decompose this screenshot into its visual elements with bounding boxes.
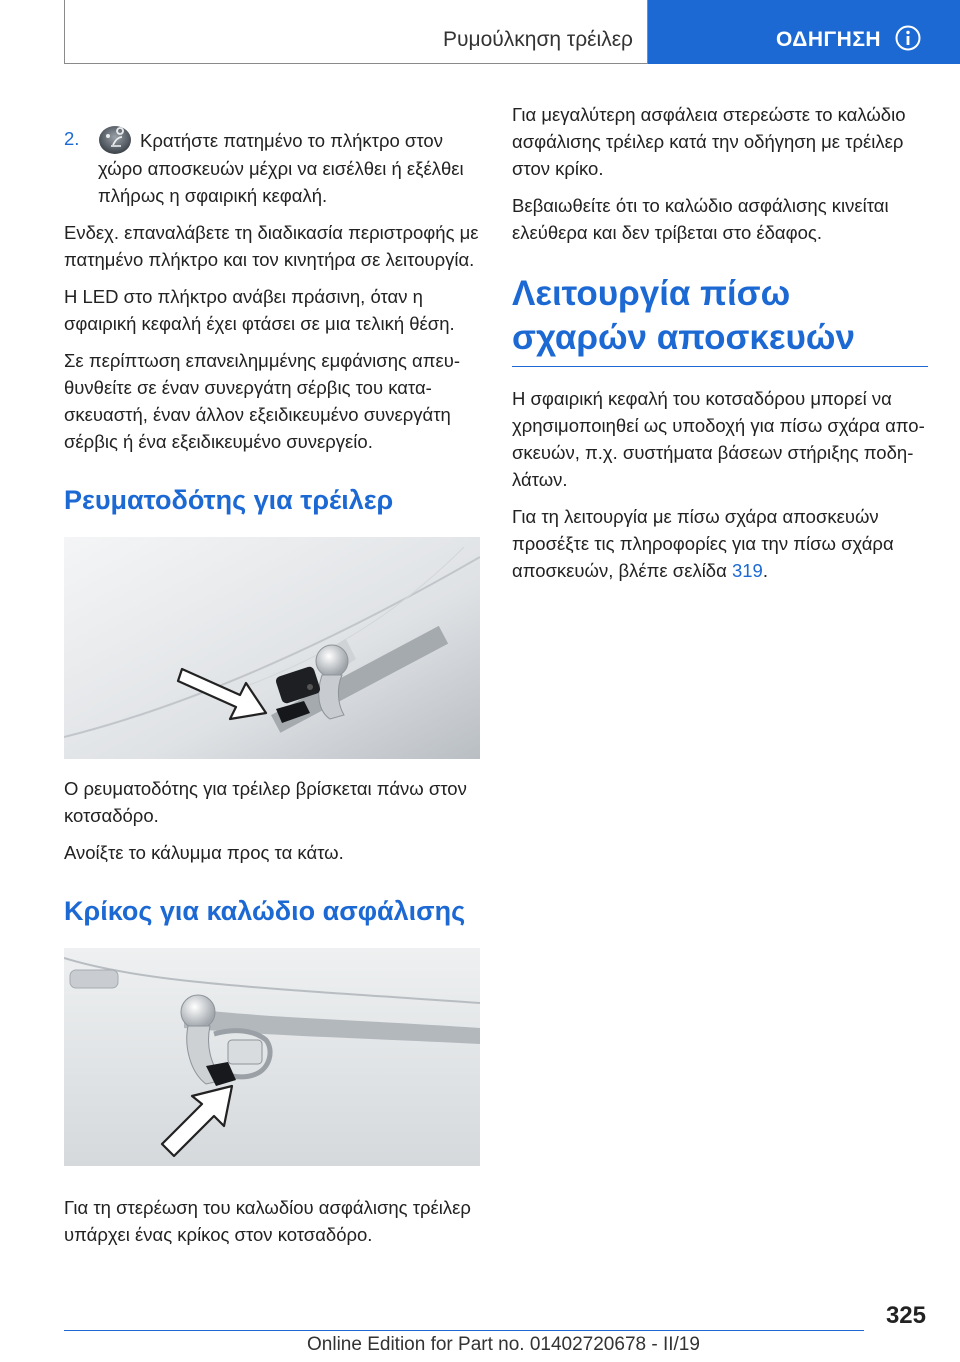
paragraph: Ανοίξτε το κάλυμμα προς τα κάτω. [64, 842, 344, 863]
page-number: 325 [885, 1302, 926, 1329]
step-2 [64, 125, 480, 209]
step-body [98, 125, 480, 209]
safety-cable-ring-illustration [64, 948, 480, 1166]
paragraph-text: . [762, 560, 768, 581]
paragraph: Βεβαιωθείτε ότι το καλώδιο ασφάλισης κινείται ελεύθερα και δεν τρίβεται στο έδαφος. [512, 195, 889, 243]
paragraph: Για μεγαλύτερη ασφάλεια στερεώστε το καλώδιο ασφάλισης τρέιλερ κατά την οδήγηση με τρέιλερ στον κρίκο. [512, 104, 906, 179]
trailer-hitch-button-icon [98, 125, 132, 155]
left-column [64, 125, 480, 1258]
heading-trailer-socket: Ρευματοδότης για τρέιλερ [64, 485, 394, 515]
header-section-tab[interactable] [648, 0, 960, 64]
paragraph: Ενδεχ. επαναλάβετε τη διαδικασία περιστροφής με πατημένο πλήκτρο και τον κινητήρα σε λειτουργία. [64, 222, 479, 270]
info-icon[interactable] [895, 25, 921, 51]
step-number: 2. [64, 128, 80, 149]
paragraph: Σε περίπτωση επανειλημμένης εμφάνισης απευθυνθείτε σε έναν συνεργάτη σέρβις του κατασκευαστή, έναν άλλον εξειδικευμένο συνεργάτη σέρβις ή ένα εξειδικευμένο συνεργείο. [64, 350, 461, 452]
paragraph: Για τη στερέωση του καλωδίου ασφάλισης τρέιλερ υπάρχει ένας κρίκος στον κοτσαδόρο. [64, 1197, 471, 1245]
header-chapter-box [64, 0, 648, 64]
trailer-socket-illustration [64, 537, 480, 759]
heading-rear-carrier: Λειτουργία πίσω σχαρών αποσκευών [512, 274, 855, 357]
footer-edition: Online Edition for Part no. 01402720678 - II/19 [307, 1334, 700, 1355]
chapter-title: Ρυμούλκηση τρέιλερ [443, 28, 633, 51]
page-reference-link[interactable]: 319 [731, 560, 763, 581]
paragraph: Η σφαιρική κεφαλή του κοτσαδόρου μπορεί να χρησιμοποιηθεί ως υποδοχή για πίσω σχάρα αποσκευών, π.χ. συστήματα βάσεων στήριξης ποδηλάτων. [512, 388, 925, 490]
footer-rule [64, 1330, 864, 1331]
section-title: ΟΔΗΓΗΣΗ [776, 28, 882, 51]
step-text: Κρατήστε πατημένο το πλήκτρο στον χώρο αποσκευών μέχρι να εισέλθει ή εξέλθει πλήρως η σφαιρική κεφαλή. [98, 130, 464, 206]
paragraph [512, 503, 928, 584]
right-column [512, 101, 928, 594]
paragraph-text: Για τη λειτουργία με πίσω σχάρα αποσκευών προσέξτε τις πληροφορίες για την πίσω σχάρα αποσκευών, βλέπε σελίδα [512, 506, 894, 581]
paragraph: Η LED στο πλήκτρο ανάβει πράσινη, όταν η σφαιρική κεφαλή έχει φτάσει σε μια τελική θέση. [64, 286, 455, 334]
paragraph: Ο ρευματοδότης για τρέιλερ βρίσκεται πάνω στον κοτσαδόρο. [64, 778, 467, 826]
heading-safety-cable-ring: Κρίκος για καλώδιο ασφάλισης [64, 896, 466, 926]
heading-rule [512, 366, 928, 367]
